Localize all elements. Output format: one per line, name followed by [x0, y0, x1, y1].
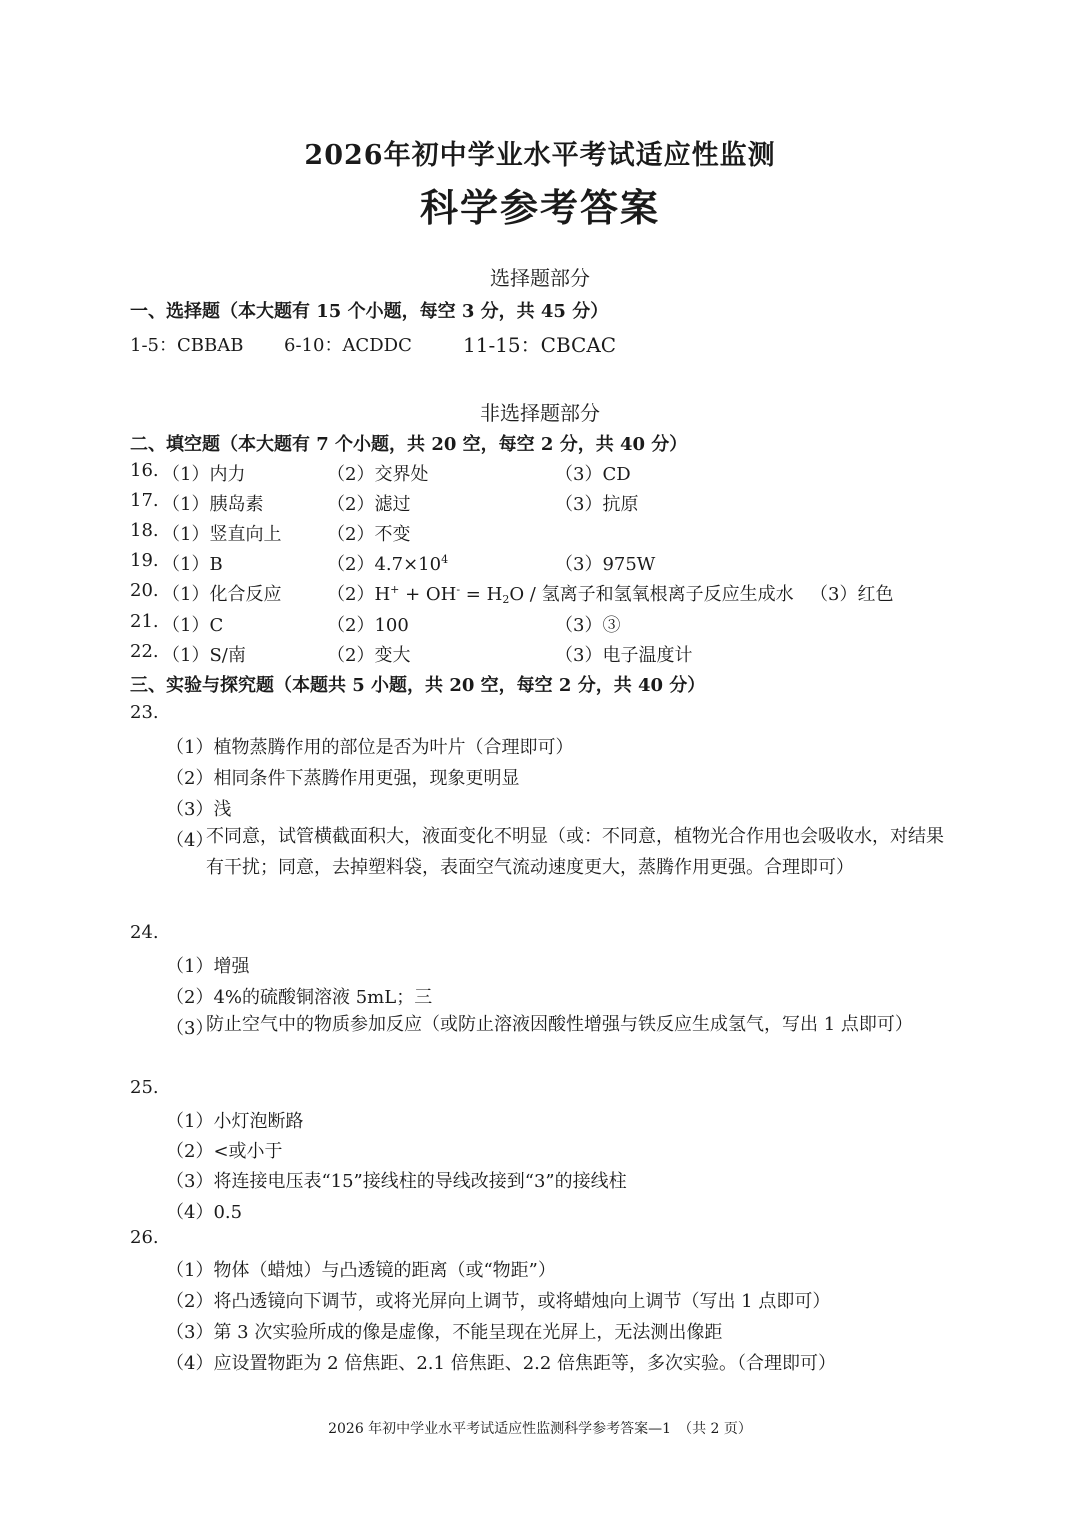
- q23-answer-4-label: （4）: [166, 830, 214, 851]
- choice-answers-1-5: 1-5：CBBAB: [130, 335, 244, 356]
- answer-1: （1）化合反应: [162, 584, 282, 605]
- choice-answers-6-10: 6-10：ACDDC: [284, 335, 412, 356]
- question-number: 19.: [130, 550, 159, 571]
- answer-2: （2）100: [327, 615, 409, 636]
- answer-1: （1）竖直向上: [162, 524, 282, 545]
- question-number-24: 24.: [130, 922, 159, 943]
- formula-part: O / 氢离子和氢氧根离子反应生成水: [509, 584, 794, 605]
- q25-answer-4: （4）0.5: [166, 1202, 243, 1223]
- answer-1: （1）C: [162, 615, 224, 636]
- answer-3: （3）975W: [555, 554, 656, 575]
- q26-answer-1: （1）物体（蜡烛）与凸透镜的距离（或“物距”）: [166, 1260, 556, 1281]
- answer-2-base: （2）4.7×10: [327, 554, 442, 575]
- q23-answer-1: （1）植物蒸腾作用的部位是否为叶片（合理即可）: [166, 737, 574, 758]
- choice-answers-11-15: 11-15：CBCAC: [463, 333, 617, 357]
- formula-part: = H: [460, 584, 503, 605]
- answer-3: （3）抗原: [555, 494, 639, 515]
- question-number: 20.: [130, 580, 159, 601]
- question-number: 22.: [130, 641, 159, 662]
- answer-2: [327, 580, 794, 606]
- answer-1: （1）B: [162, 554, 223, 575]
- question-number-26: 26.: [130, 1227, 159, 1248]
- answer-2-exponent: 4: [441, 553, 449, 566]
- answer-2: （2）不变: [327, 524, 411, 545]
- choice-heading: 一、选择题（本大题有 15 个小题，每空 3 分，共 45 分）: [130, 301, 609, 322]
- question-number: 16.: [130, 460, 159, 481]
- question-number: 18.: [130, 520, 159, 541]
- question-number-25: 25.: [130, 1077, 159, 1098]
- section-title-nonchoice: 非选择题部分: [480, 401, 600, 425]
- q23-answer-2: （2）相同条件下蒸腾作用更强，现象更明显: [166, 768, 520, 789]
- q26-answer-4: （4）应设置物距为 2 倍焦距、2.1 倍焦距、2.2 倍焦距等，多次实验。（合理即可）: [166, 1353, 837, 1374]
- answer-1: （1）内力: [162, 464, 246, 485]
- exam-title: 2026年初中学业水平考试适应性监测: [304, 140, 776, 171]
- q24-answer-2: （2）4%的硫酸铜溶液 5mL；三: [166, 987, 433, 1008]
- answer-2: （2）滤过: [327, 494, 411, 515]
- q23-answer-3: （3）浅: [166, 799, 232, 820]
- q23-answer-4-text: 不同意，试管横截面积大，液面变化不明显（或：不同意，植物光合作用也会吸收水，对结果有干扰；同意，去掉塑料袋，表面空气流动速度更大，蒸腾作用更强。合理即可）: [206, 826, 944, 878]
- page-footer: 2026 年初中学业水平考试适应性监测科学参考答案—1 （共 2 页）: [328, 1421, 752, 1437]
- q24-answer-3-label: （3）: [166, 1018, 214, 1039]
- answer-1: （1）胰岛素: [162, 494, 264, 515]
- formula-charge: -: [456, 583, 461, 596]
- answer-2: （2）变大: [327, 645, 411, 666]
- q25-answer-2: （2）<或小于: [166, 1141, 283, 1162]
- formula-subscript: 2: [502, 593, 510, 606]
- question-number: 21.: [130, 611, 159, 632]
- q24-answer-1: （1）增强: [166, 956, 250, 977]
- answer-2: [327, 550, 448, 576]
- answer-3: （3）红色: [810, 584, 894, 605]
- answer-2: （2）交界处: [327, 464, 429, 485]
- fill-heading: 二、填空题（本大题有 7 个小题，共 20 空，每空 2 分，共 40 分）: [130, 434, 688, 455]
- formula-part: + OH: [399, 584, 457, 605]
- q25-answer-1: （1）小灯泡断路: [166, 1111, 304, 1132]
- section-title-choice: 选择题部分: [490, 266, 590, 290]
- answer-1: （1）S/南: [162, 645, 246, 666]
- question-number: 17.: [130, 490, 159, 511]
- answer-3: （3）电子温度计: [555, 645, 693, 666]
- q26-answer-2: （2）将凸透镜向下调节，或将光屏向上调节，或将蜡烛向上调节（写出 1 点即可）: [166, 1291, 831, 1312]
- formula-part: （2）H: [327, 584, 391, 605]
- answer-3: （3）CD: [555, 464, 631, 485]
- exam-subtitle: 科学参考答案: [419, 185, 660, 230]
- q25-answer-3: （3）将连接电压表“15”接线柱的导线改接到“3”的接线柱: [166, 1171, 627, 1192]
- question-number-23: 23.: [130, 702, 159, 723]
- formula-charge: +: [390, 583, 400, 596]
- q26-answer-3: （3）第 3 次实验所成的像是虚像，不能呈现在光屏上，无法测出像距: [166, 1322, 723, 1343]
- q24-answer-3-text: 防止空气中的物质参加反应（或防止溶液因酸性增强与铁反应生成氢气，写出 1 点即可）: [206, 1014, 913, 1035]
- answer-3: （3）③: [555, 615, 621, 636]
- experiment-heading: 三、实验与探究题（本题共 5 小题，共 20 空，每空 2 分，共 40 分）: [130, 675, 706, 696]
